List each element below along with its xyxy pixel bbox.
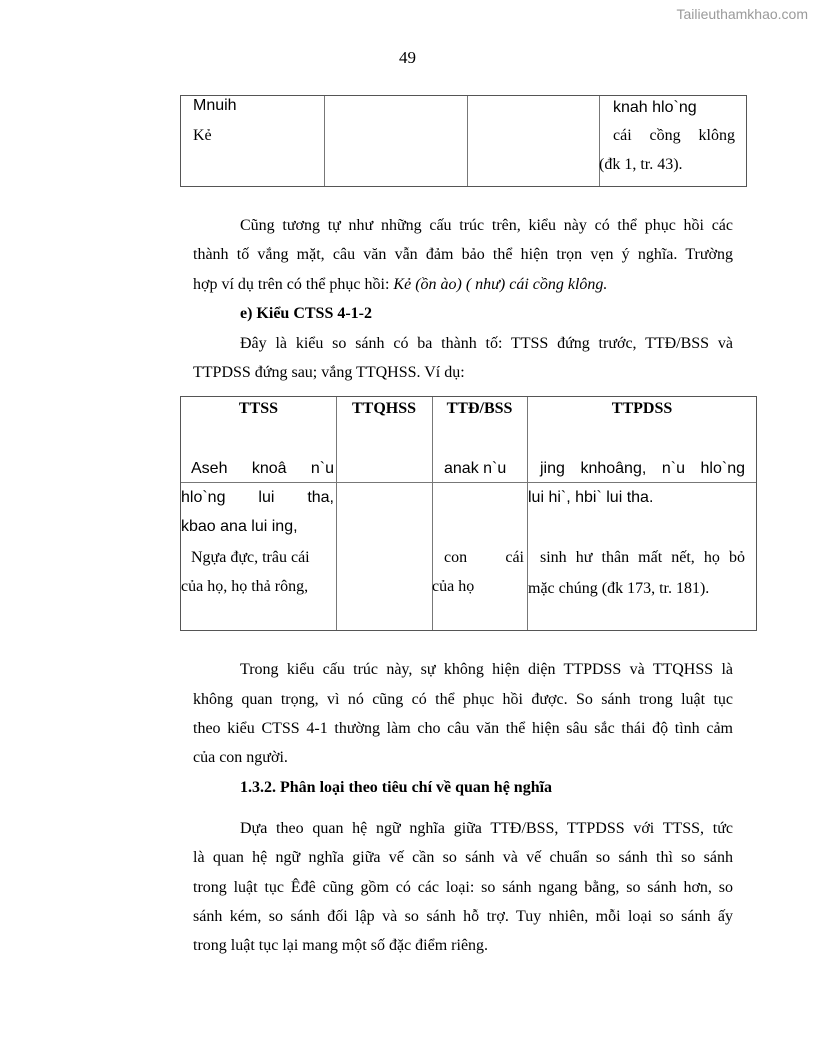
watermark: Tailieuthamkhao.com [676,6,808,22]
paragraph-line: không quan trọng, vì nó cũng có thể phục hồi được. So sánh trong luật tục [193,691,733,708]
cell-text: knah hlo`ng [613,99,697,116]
italic-example: Kẻ (ồn ào) ( như) cái cồng klông. [393,276,608,293]
header-ttqhss: TTQHSS [351,400,417,417]
header-ttss: TTSS [238,400,279,417]
cell-text: anak n`u [444,460,507,477]
cell-text: Ngựa đực, trâu cái [191,549,310,566]
cell-text: jing knhoâng, n`u hlo`ng [540,460,745,477]
text: hợp ví dụ trên có thể phục hồi: [193,276,394,293]
cell-text: lui hi`, hbi` lui tha. [528,489,654,506]
cell-text: Aseh knoâ n`u [191,460,334,477]
cell-text: sinh hư thân mất nết, họ bỏ [540,549,745,566]
cell-text: mặc chúng (đk 173, tr. 181). [528,580,710,597]
paragraph-line: Cũng tương tự như những cấu trúc trên, kiểu này có thể phục hồi các [240,217,733,234]
paragraph-line: theo kiểu CTSS 4-1 thường làm cho câu văn thể hiện sâu sắc thái độ tình cảm [193,720,733,737]
cell-text: hlo`ng lui tha, [181,489,334,506]
paragraph-line: sánh kém, so sánh đối lập và so sánh hỗ trợ. Tuy nhiên, mỗi loại so sánh ấy [193,908,733,925]
paragraph-line: Dựa theo quan hệ ngữ nghĩa giữa TTĐ/BSS, TTPDSS với TTSS, tức [240,820,733,837]
paragraph-line: Trong kiểu cấu trúc này, sự không hiện diện TTPDSS và TTQHSS là [240,661,733,678]
section-heading: e) Kiểu CTSS 4-1-2 [240,305,372,322]
paragraph-line: TTPDSS đứng sau; vắng TTQHSS. Ví dụ: [193,364,465,381]
cell-text: của họ, họ thả rông, [181,578,309,595]
table-continuation [180,95,747,187]
cell-text: cái cồng klông [613,127,735,144]
header-ttpdss: TTPDSS [611,400,673,417]
cell-text: kbao ana lui ing, [181,518,298,535]
page-number: 49 [399,48,416,67]
section-heading: 1.3.2. Phân loại theo tiêu chí về quan hệ nghĩa [240,779,553,796]
paragraph-line [193,275,733,295]
paragraph-line: trong luật tục lại mang một số đặc điểm riêng. [193,937,489,954]
paragraph-line: là quan hệ ngữ nghĩa giữa vế cần so sánh và vế chuẩn so sánh thì so sánh [193,849,733,866]
header-ttd-bss: TTĐ/BSS [446,400,513,417]
cell-text: của họ [432,578,475,595]
cell-text: Kẻ [193,127,212,144]
paragraph-line: trong luật tục Êđê cũng gồm có các loại: so sánh ngang bằng, so sánh hơn, so [193,879,733,896]
paragraph-line: Đây là kiểu so sánh có ba thành tố: TTSS đứng trước, TTĐ/BSS và [240,335,733,352]
paragraph-line: của con người. [193,749,288,766]
cell-text: con cái [444,549,524,566]
cell-text: Mnuih [193,97,237,114]
comparison-table [180,396,757,631]
cell-text: (đk 1, tr. 43). [599,156,683,173]
paragraph-line: thành tố vắng mặt, câu văn vẫn đảm bảo thể hiện trọn vẹn ý nghĩa. Trường [193,246,733,263]
